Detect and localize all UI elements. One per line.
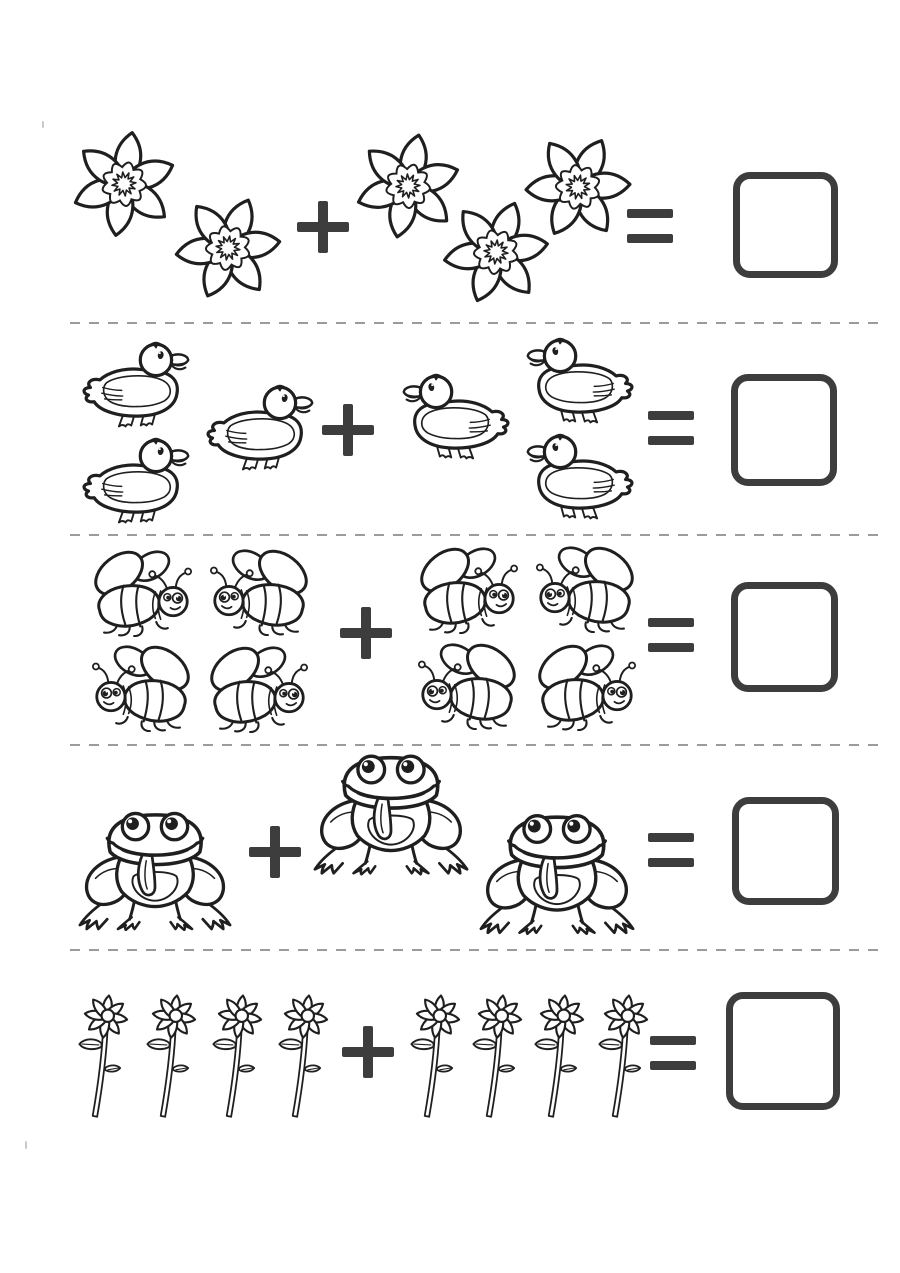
- bee-icon: [528, 639, 646, 731]
- plus-sign: [322, 404, 374, 456]
- plus-sign: [342, 1026, 394, 1078]
- duck-icon: [74, 340, 198, 435]
- row-separator: [70, 949, 882, 951]
- equals-sign: [648, 618, 694, 652]
- equals-sign: [648, 833, 694, 867]
- plus-sign: [249, 826, 301, 878]
- scan-artifact: [42, 121, 44, 128]
- answer-box-3[interactable]: [731, 582, 838, 692]
- bee-icon: [200, 641, 318, 733]
- duck-icon: [518, 432, 642, 527]
- stem-flower-icon: [530, 990, 594, 1123]
- duck-icon: [198, 383, 322, 478]
- duck-icon: [518, 336, 642, 431]
- equals-sign: [650, 1036, 696, 1070]
- bee-icon: [408, 638, 526, 730]
- answer-box-1[interactable]: [733, 172, 838, 278]
- stem-flower-icon: [594, 990, 658, 1123]
- bee-icon: [82, 640, 200, 732]
- daffodil-icon: [160, 180, 296, 316]
- stem-flower-icon: [208, 990, 272, 1123]
- duck-icon: [394, 372, 518, 467]
- stem-flower-icon: [468, 990, 532, 1123]
- stem-flower-icon: [74, 990, 138, 1123]
- bee-icon: [526, 541, 644, 633]
- stem-flower-icon: [406, 990, 470, 1123]
- equals-sign: [627, 209, 673, 243]
- answer-box-5[interactable]: [726, 992, 840, 1110]
- row-separator: [70, 322, 882, 324]
- row-separator: [70, 534, 882, 536]
- row-separator: [70, 744, 882, 746]
- stem-flower-icon: [142, 990, 206, 1123]
- bee-icon: [84, 545, 202, 637]
- plus-sign: [297, 201, 349, 253]
- plus-sign: [340, 607, 392, 659]
- answer-box-2[interactable]: [731, 374, 837, 486]
- stem-flower-icon: [274, 990, 338, 1123]
- duck-icon: [74, 436, 198, 531]
- equals-sign: [648, 411, 694, 445]
- frog-icon: [478, 810, 636, 935]
- frog-icon: [77, 808, 233, 931]
- frog-icon: [312, 748, 470, 878]
- bee-icon: [410, 542, 528, 634]
- answer-box-4[interactable]: [732, 797, 839, 905]
- bee-icon: [200, 544, 318, 636]
- scan-artifact: [25, 1141, 27, 1149]
